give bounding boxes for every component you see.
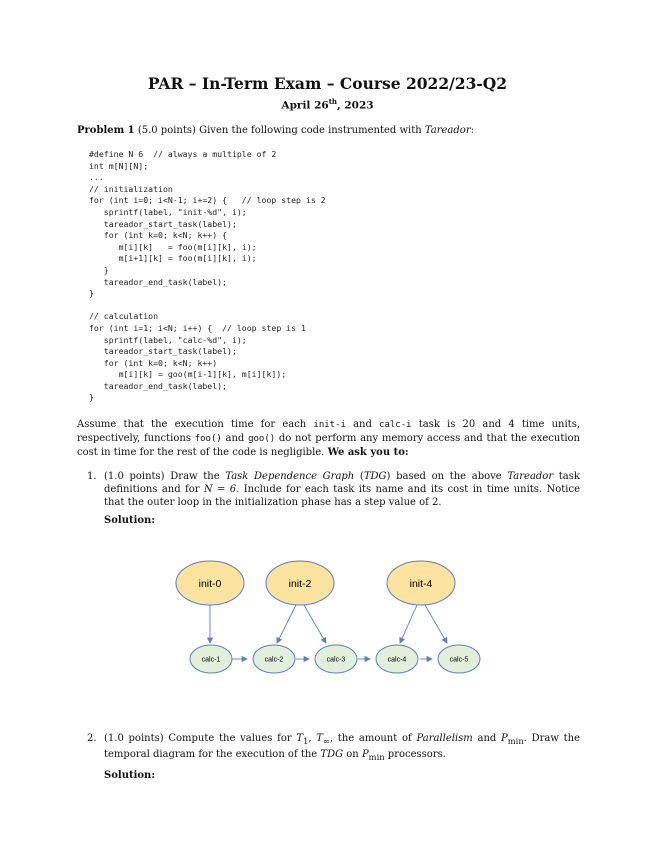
date-suffix: , 2023 bbox=[337, 99, 374, 112]
exam-title: PAR – In-Term Exam – Course 2022/23-Q2 bbox=[147, 74, 508, 93]
problem-points: (5.0 points) bbox=[137, 125, 196, 136]
question-text-c: task definitions and for bbox=[104, 471, 580, 495]
problem-tail: : bbox=[470, 125, 474, 136]
date-sup: th bbox=[328, 97, 338, 106]
init-2-label: init-2 bbox=[288, 578, 312, 590]
pmin2-sub: min bbox=[368, 752, 385, 762]
init-0-label: init-0 bbox=[198, 578, 222, 590]
init-4-label: init-4 bbox=[409, 578, 433, 590]
pmin-symbol: P bbox=[501, 733, 508, 744]
calc-4-label: calc-4 bbox=[387, 656, 407, 664]
parallelism-word: Parallelism bbox=[416, 733, 473, 744]
solution-label: Solution: bbox=[104, 770, 156, 781]
tinf-sub: ∞ bbox=[322, 736, 330, 746]
calc-5-label: calc-5 bbox=[449, 656, 469, 664]
calc-1-label: calc-1 bbox=[201, 656, 221, 664]
t1-sub: 1 bbox=[303, 736, 309, 746]
edge-init4-calc4 bbox=[400, 605, 417, 643]
question-text-d: processors. bbox=[387, 749, 446, 760]
question-text-b: based on the above bbox=[396, 471, 502, 482]
foo-code: foo() bbox=[194, 434, 222, 444]
date-prefix: April 26 bbox=[281, 99, 329, 112]
question-number: 1. bbox=[87, 471, 97, 482]
edge-init4-calc5 bbox=[425, 605, 447, 643]
code-listing: #define N 6 // always a multiple of 2 int m[N][N]; ... // initialization for (int i=0; i<N-1; i+=2) { // loop step is 2 sprintf(label, "init-%d", i); tareador_start_task(label); for (int k=0; k<N; k++) { m[i][k] = foo(m[i][k], i); m[i+1][k] = foo(m[i][k], i); } tareador_end_task(label); } // calculation for (int i=1; i<N; i++) { // loop step is 1 sprintf(label, "calc-%d", i); tareador_start_task(label); for (int k=0; k<N; k++) m[i][k] = goo(m[i-1][k], m[i][k]); tareador_end_task(label); } bbox=[89, 149, 326, 403]
assume-t3: task is 20 and 4 time units, respectively, functions bbox=[77, 419, 581, 444]
solution-label: Solution: bbox=[104, 515, 156, 526]
problem-tool: Tareador bbox=[424, 125, 471, 136]
assume-t4: and bbox=[225, 433, 245, 444]
question-number: 2. bbox=[87, 733, 97, 744]
question-text: (1.0 points) Draw the Task Dependence Graph (TDG) based on the above Tareador task definitions and for N = 6. Include for each task its name and its cost in time units. Notice that the outer loop in the initialization phase has a step value of 2. bbox=[104, 471, 580, 508]
question-2 bbox=[87, 732, 580, 782]
calc-code: calc-i bbox=[379, 420, 412, 430]
on-word: on bbox=[346, 749, 359, 760]
sep: , bbox=[308, 733, 312, 744]
question-points: (1.0 points) bbox=[104, 733, 164, 744]
question-text-d: . Include for each task its name and its cost in time units. Notice that the outer loop in the initialization phase has a step value of 2. bbox=[104, 484, 580, 508]
n-expr: N = 6 bbox=[203, 484, 237, 495]
question-text-c: . Draw the temporal diagram for the execution of the bbox=[104, 733, 581, 760]
and-word: and bbox=[477, 733, 497, 744]
edge-init2-calc2 bbox=[277, 605, 296, 643]
init-code: init-i bbox=[313, 420, 346, 430]
question-text-a: Compute the values for bbox=[168, 733, 292, 744]
ask-label: We ask you to: bbox=[327, 447, 409, 458]
tdg-abbr: TDG bbox=[363, 471, 387, 482]
tinf-symbol: T bbox=[316, 733, 323, 744]
edge-init2-calc3 bbox=[304, 605, 326, 643]
question-text bbox=[104, 732, 580, 764]
tdg-abbr: TDG bbox=[320, 749, 344, 760]
assume-t1: Assume that the execution time for each bbox=[77, 419, 307, 430]
problem-label: Problem 1 bbox=[77, 125, 135, 136]
question-tool: Tareador bbox=[507, 471, 554, 482]
tdg-name: Task Dependence Graph bbox=[225, 471, 355, 482]
question-text-b: , the amount of bbox=[329, 733, 412, 744]
goo-code: goo() bbox=[248, 434, 276, 444]
question-text-a: Draw the bbox=[170, 471, 220, 482]
pmin-sub: min bbox=[507, 736, 524, 746]
calc-3-label: calc-3 bbox=[326, 656, 346, 664]
pmin2-symbol: P bbox=[361, 749, 369, 760]
assume-t2: and bbox=[353, 419, 372, 430]
calc-2-label: calc-2 bbox=[264, 656, 284, 664]
assume-t5: do not perform any memory access and that the execution cost in time for the rest of the code is negligible. bbox=[77, 433, 580, 458]
t1-symbol: T bbox=[296, 733, 304, 744]
question-points: (1.0 points) bbox=[104, 471, 165, 482]
problem-intro: Given the following code instrumented with bbox=[199, 125, 422, 136]
